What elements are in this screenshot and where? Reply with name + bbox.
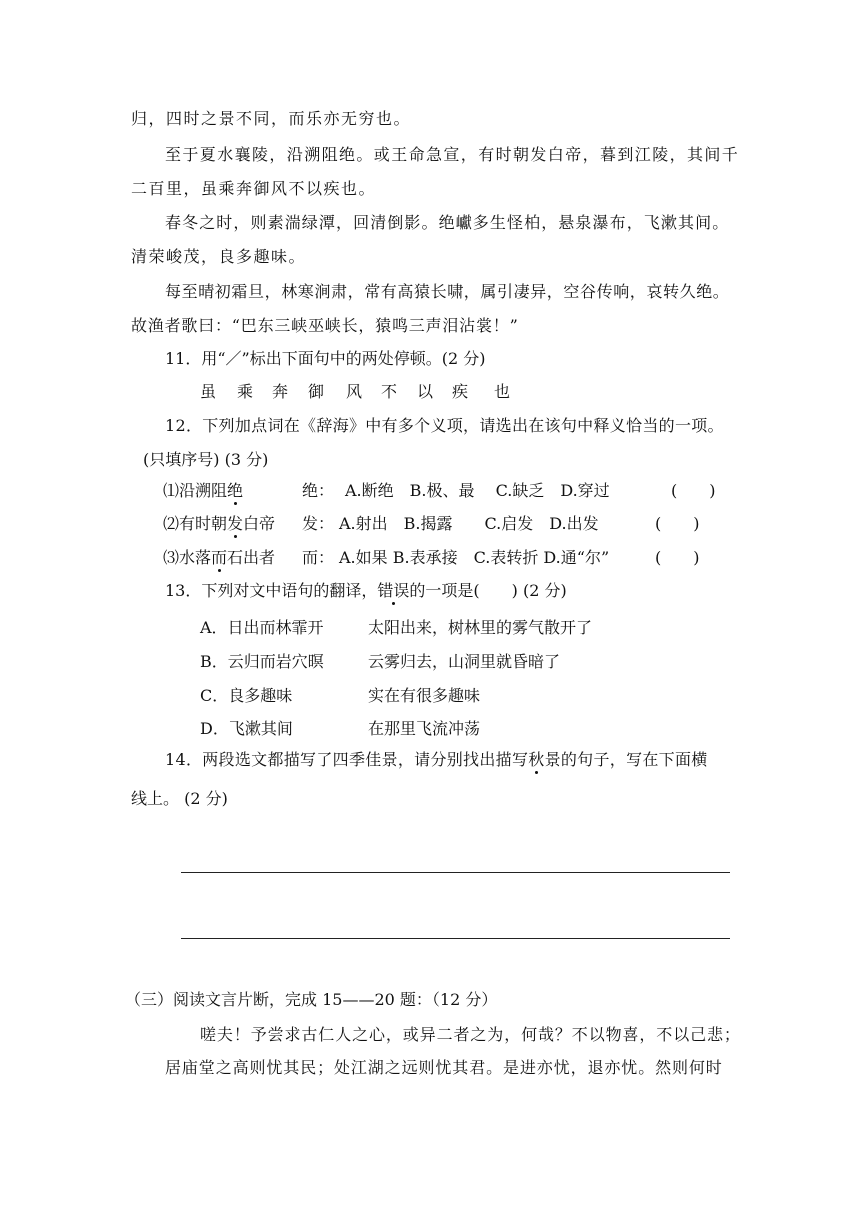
item-text: ⑴沿溯阻: [163, 481, 228, 500]
passage-line: 清荣峻茂，良多趣味。: [131, 247, 307, 266]
passage-line: 春冬之时，则素湍绿潭，回清倒影。绝巘多生怪柏，悬泉瀑布，飞漱其间。: [165, 213, 730, 232]
sentence-char: 奔: [272, 382, 289, 401]
option-label: C．良多趣味: [200, 686, 293, 705]
question-12-stem: 12．下列加点词在《辞海》中有多个义项，请选出在该句中释义恰当的一项。: [165, 416, 724, 435]
answer-blank[interactable]: ( ): [655, 514, 700, 533]
option-translation: 实在有很多趣味: [368, 686, 481, 705]
item-text: ⑵有时朝: [163, 514, 228, 533]
item-text: ⑶水落: [163, 548, 212, 567]
passage-line: 归，四时之景不同，而乐亦无穷也。: [131, 109, 412, 128]
dotted-char: 发: [227, 514, 244, 533]
sentence-char: 也: [494, 382, 511, 401]
passage-line: 居庙堂之高则忧其民；处江湖之远则忧其君。是进亦忧，退亦忧。然则何时: [165, 1058, 723, 1077]
question-12-options: A.断绝 B.极、最 C.缺乏 D.穿过: [345, 481, 610, 500]
sentence-char: 疾: [452, 382, 469, 401]
dotted-char: 秋: [528, 750, 545, 769]
option-translation: 在那里飞流冲荡: [368, 719, 481, 738]
stem-text: 13．下列对文中语句的翻译，: [165, 581, 378, 600]
question-12-item: [163, 480, 243, 502]
passage-line: 嗟夫！予尝求古仁人之心，或异二者之为，何哉？不以物喜，不以己悲；: [200, 1025, 741, 1044]
stem-text: 的一项是( ) (2 分): [409, 581, 567, 600]
passage-line: 每至晴初霜旦，林寒涧肃，常有高猿长啸，属引凄异，空谷传响，哀转久绝。: [165, 282, 730, 301]
passage-line: 二百里，虽乘奔御风不以疾也。: [131, 179, 377, 198]
dotted-char: 而: [211, 548, 228, 567]
question-14-stem: 线上。 (2 分): [131, 789, 228, 808]
question-12-word: 而：: [302, 548, 335, 567]
option-translation: 太阳出来，树林里的雾气散开了: [368, 618, 593, 637]
question-12-options: A.如果 B.表承接 C.表转折 D.通“尔”: [339, 548, 610, 567]
dotted-char: 绝: [227, 481, 244, 500]
stem-text: 景的句子，写在下面横: [544, 750, 708, 769]
option-translation: 云雾归去，山洞里就昏暗了: [368, 652, 561, 671]
item-text: 白帝: [243, 514, 276, 533]
sentence-char: 不: [381, 382, 398, 401]
passage-line: 故渔者歌曰：“巴东三峡巫峡长，猿鸣三声泪沾裳！”: [131, 316, 519, 335]
question-12-item: [163, 547, 275, 569]
sentence-char: 乘: [237, 382, 254, 401]
question-14-stem: [165, 749, 708, 771]
answer-blank[interactable]: ( ): [655, 548, 700, 567]
question-13-stem: [165, 580, 567, 602]
item-text: 石出者: [227, 548, 276, 567]
answer-line[interactable]: [181, 938, 730, 939]
question-11-stem: 11．用“／”标出下面句中的两处停顿。(2 分): [165, 349, 486, 368]
sentence-char: 风: [346, 382, 363, 401]
option-label: B．云归而岩穴暝: [200, 652, 324, 671]
dotted-word: 错误: [377, 581, 410, 600]
question-12-word: 发：: [302, 514, 335, 533]
sentence-char: 御: [308, 382, 325, 401]
stem-text: 14．两段选文都描写了四季佳景，请分别找出描写: [165, 750, 529, 769]
passage-line: 至于夏水襄陵，沿溯阻绝。或王命急宣，有时朝发白帝，暮到江陵，其间千: [165, 145, 740, 164]
question-12-word: 绝：: [302, 481, 335, 500]
section-heading: （三）阅读文言片断，完成 15——20 题：（12 分）: [125, 990, 498, 1009]
option-label: A．日出而林霏开: [200, 618, 324, 637]
question-12-stem: (只填序号) (3 分): [143, 450, 269, 469]
question-12-item: [163, 513, 275, 535]
sentence-char: 以: [417, 382, 434, 401]
answer-line[interactable]: [181, 872, 730, 873]
answer-blank[interactable]: ( ): [671, 481, 716, 500]
question-12-options: A.射出 B.揭露 C.启发 D.出发: [339, 514, 599, 533]
option-label: D．飞漱其间: [200, 719, 293, 738]
sentence-char: 虽: [200, 382, 217, 401]
